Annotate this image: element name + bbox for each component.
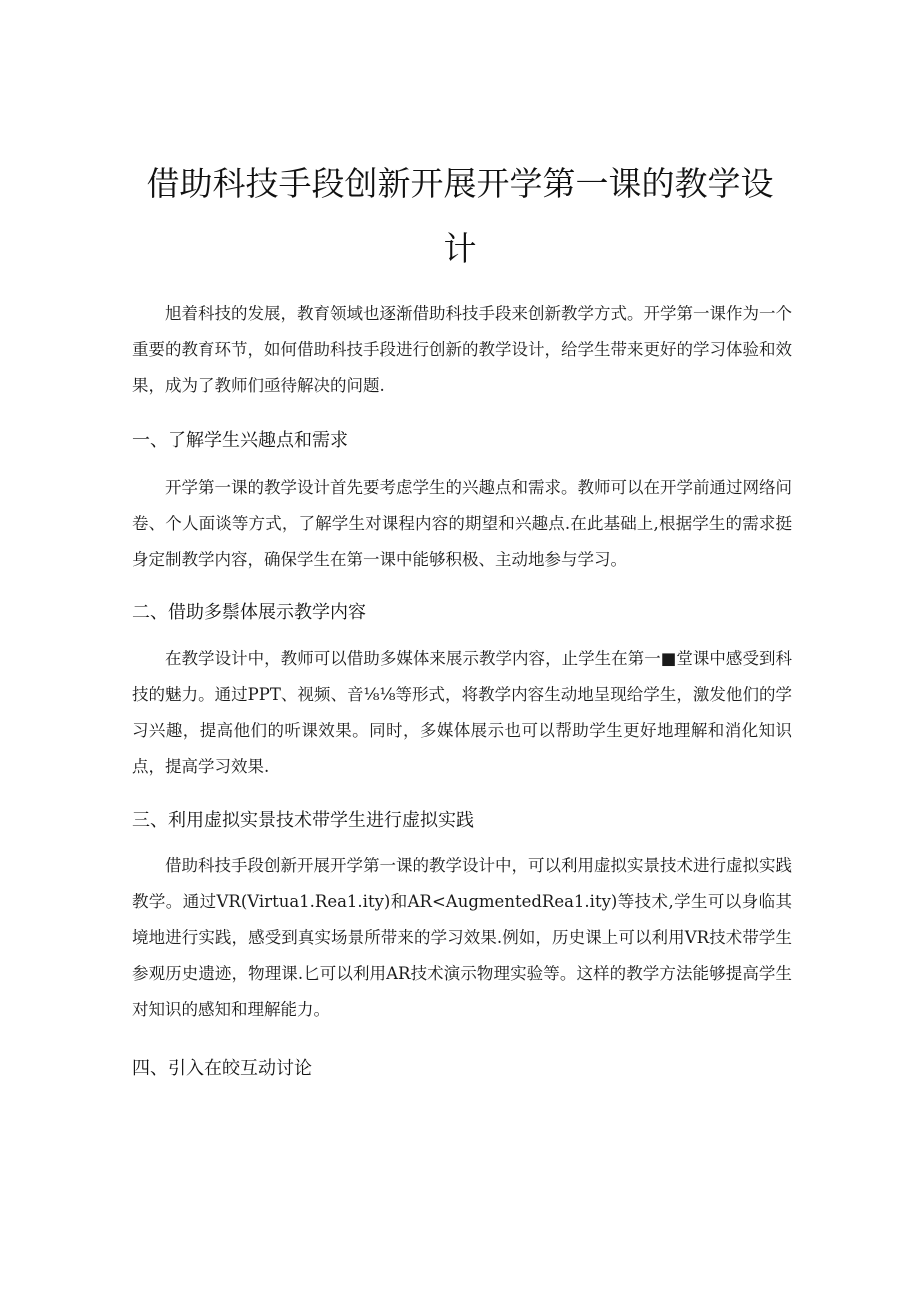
section-heading-3: 三、利用虚拟实景技术带学生进行虚拟实践 — [132, 810, 474, 831]
document-title-line-2: 计 — [443, 229, 477, 268]
section-body-1: 开学第一课的教学设计首先要考虑学生的兴趣点和需求。教师可以在开学前通过网络问卷、个人面谈等方式，了解学生对课程内容的期望和兴趣点.在此基础上,根据学生的需求挺身定制教学内容，确保学生在第一课中能够积极、主动地参与学习。 — [132, 478, 792, 569]
section-heading-4: 四、引入在皎互动讨论 — [132, 1058, 312, 1079]
intro-paragraph: 旭着科技的发展，教育领域也逐渐借助科技手段来创新教学方式。开学第一课作为一个重要的教育环节，如何借助科技手段进行创新的教学设计，给学生带来更好的学习体验和效果，成为了教师们亟待解决的问题. — [132, 304, 792, 395]
document-title-line-1: 借助科技手段创新开展开学第一课的教学设 — [146, 164, 774, 203]
section-body-3: 借助科技手段创新开展开学第一课的教学设计中，可以利用虚拟实景技术进行虚拟实践教学。通过VR(Virtua1.Rea1.ity)和AR<AugmentedRea1.ity)等技术,学生可以身临其境地进行实践，感受到真实场景所带来的学习效果.例如，历史课上可以利用VR技术带学生参观历史遗迹，物理课.匕可以利用AR技术演示物理实验等。这样的教学方法能够提高学生对知识的感知和理解能力。 — [132, 856, 792, 1019]
section-heading-1: 一、了解学生兴趣点和需求 — [132, 430, 348, 451]
section-heading-2: 二、借助多鬃体展示教学内容 — [132, 602, 366, 623]
section-body-2: 在教学设计中，教师可以借助多媒体来展示教学内容，止学生在第一■堂课中感受到科技的魅力。通过PPT、视频、音⅛⅛等形式，将教学内容生动地呈现给学生，激发他们的学习兴趣，提高他们的听课效果。同时，多媒体展示也可以帮助学生更好地理解和消化知识点，提高学习效果. — [132, 649, 792, 776]
